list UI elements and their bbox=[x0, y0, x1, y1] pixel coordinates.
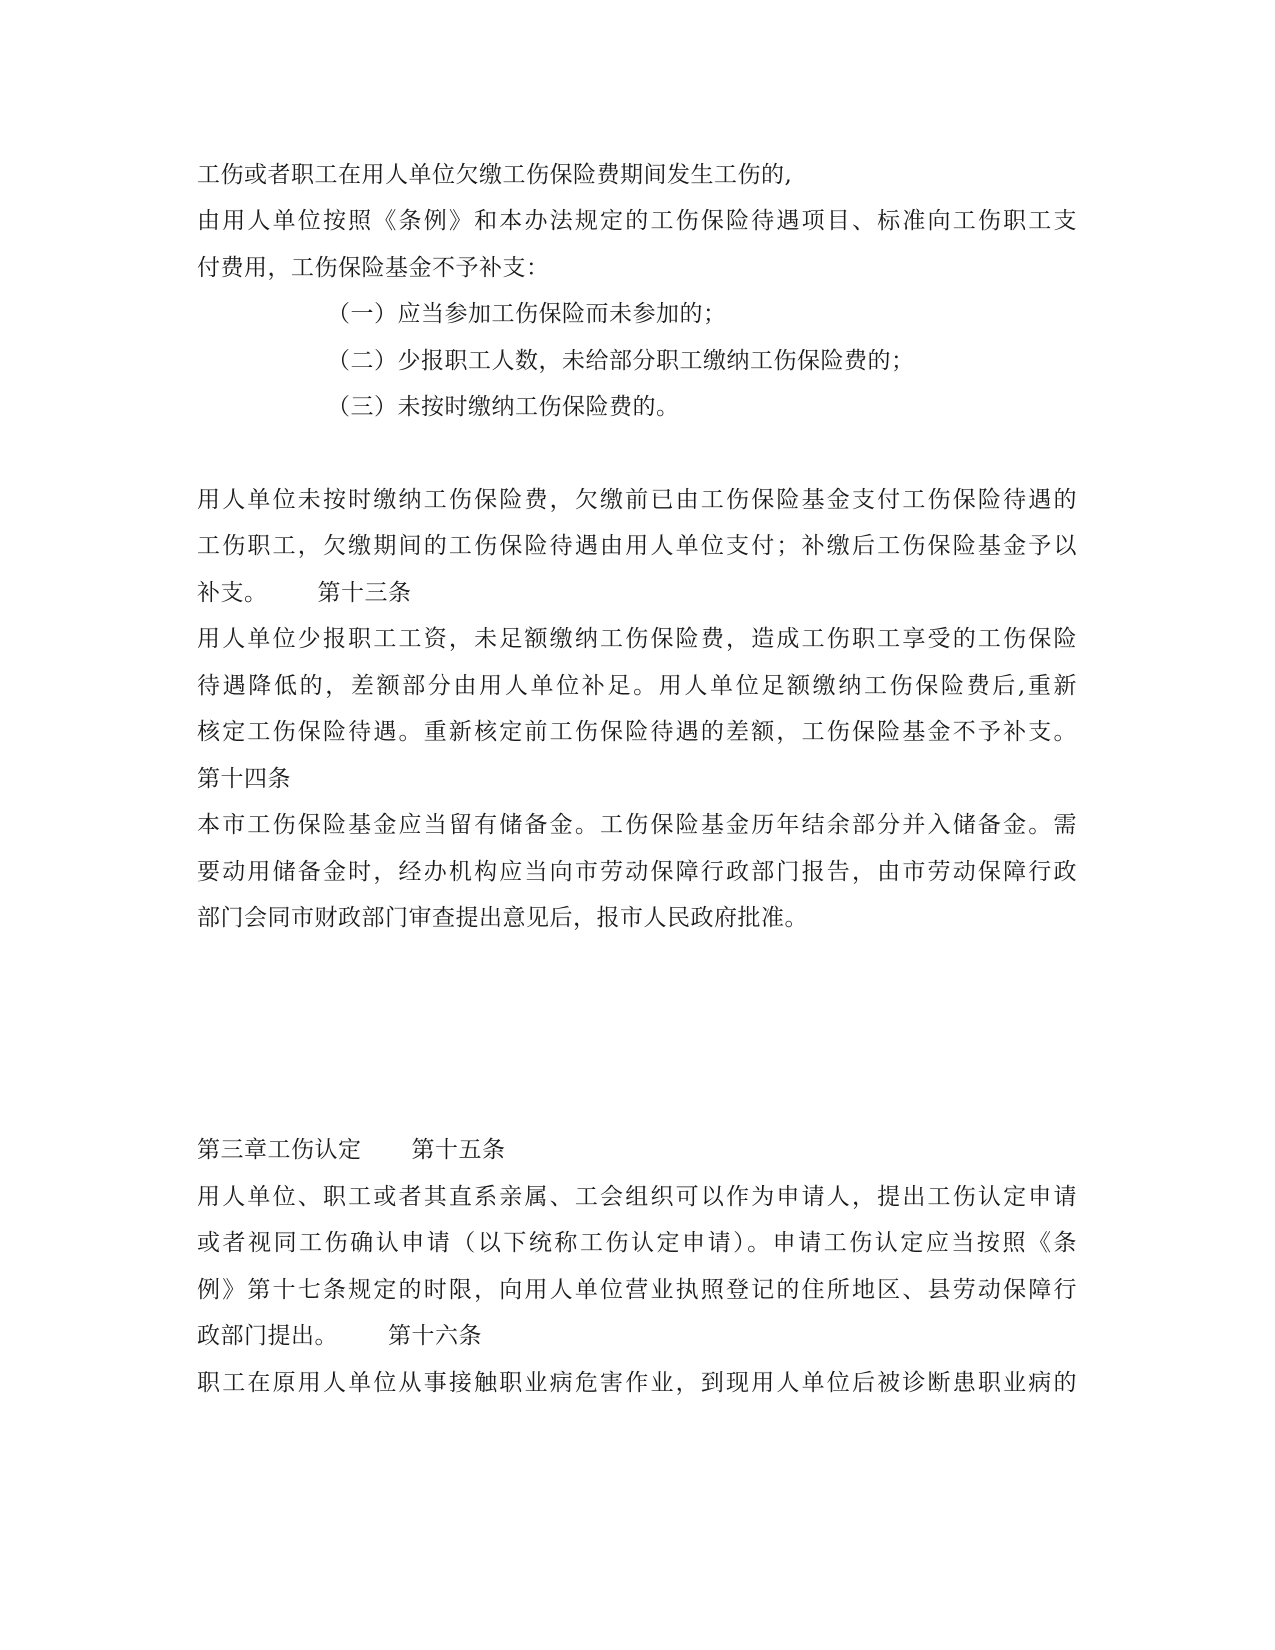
text-span: 政部门提出。 bbox=[197, 1323, 338, 1349]
chapter-heading: 第三章工伤认定 bbox=[197, 1137, 362, 1163]
text-line: 由用人单位按照《条例》和本办法规定的工伤保险待遇项目、标准向工伤职工支 bbox=[197, 208, 1077, 234]
text-line: 待遇降低的，差额部分由用人单位补足。用人单位足额缴纳工伤保险费后,重新 bbox=[197, 673, 1077, 699]
article-heading: 第十四条 bbox=[197, 766, 291, 792]
text-line: 工伤或者职工在用人单位欠缴工伤保险费期间发生工伤的, bbox=[197, 162, 793, 188]
text-line: 工伤职工，欠缴期间的工伤保险待遇由用人单位支付；补缴后工伤保险基金予以 bbox=[197, 533, 1077, 559]
text-line bbox=[197, 1321, 482, 1351]
list-item: （三）未按时缴纳工伤保险费的。 bbox=[327, 394, 680, 420]
article-heading: 第十六条 bbox=[388, 1323, 482, 1349]
article-heading: 第十五条 bbox=[411, 1137, 506, 1163]
text-line: 例》第十七条规定的时限，向用人单位营业执照登记的住所地区、县劳动保障行 bbox=[197, 1277, 1077, 1303]
text-line: 付费用，工伤保险基金不予补支： bbox=[197, 255, 550, 281]
text-line: 或者视同工伤确认申请（以下统称工伤认定申请）。申请工伤认定应当按照《条 bbox=[197, 1230, 1077, 1256]
text-line: 用人单位少报职工工资，未足额缴纳工伤保险费，造成工伤职工享受的工伤保险 bbox=[197, 626, 1077, 652]
text-line bbox=[197, 1135, 506, 1165]
text-line: 要动用储备金时，经办机构应当向市劳动保障行政部门报告，由市劳动保障行政 bbox=[197, 859, 1077, 885]
text-span: 补支。 bbox=[197, 580, 268, 606]
list-item: （一）应当参加工伤保险而未参加的； bbox=[327, 301, 727, 327]
text-line: 用人单位、职工或者其直系亲属、工会组织可以作为申请人，提出工伤认定申请 bbox=[197, 1184, 1077, 1210]
article-heading: 第十三条 bbox=[317, 580, 412, 606]
text-line: 用人单位未按时缴纳工伤保险费，欠缴前已由工伤保险基金支付工伤保险待遇的 bbox=[197, 487, 1077, 513]
text-line: 职工在原用人单位从事接触职业病危害作业，到现用人单位后被诊断患职业病的 bbox=[197, 1370, 1077, 1396]
list-item: （二）少报职工人数，未给部分职工缴纳工伤保险费的； bbox=[327, 348, 915, 374]
text-line: 核定工伤保险待遇。重新核定前工伤保险待遇的差额，工伤保险基金不予补支。 bbox=[197, 719, 1077, 745]
text-line bbox=[197, 578, 412, 608]
text-line: 本市工伤保险基金应当留有储备金。工伤保险基金历年结余部分并入储备金。需 bbox=[197, 812, 1077, 838]
text-line: 部门会同市财政部门审查提出意见后，报市人民政府批准。 bbox=[197, 905, 808, 931]
